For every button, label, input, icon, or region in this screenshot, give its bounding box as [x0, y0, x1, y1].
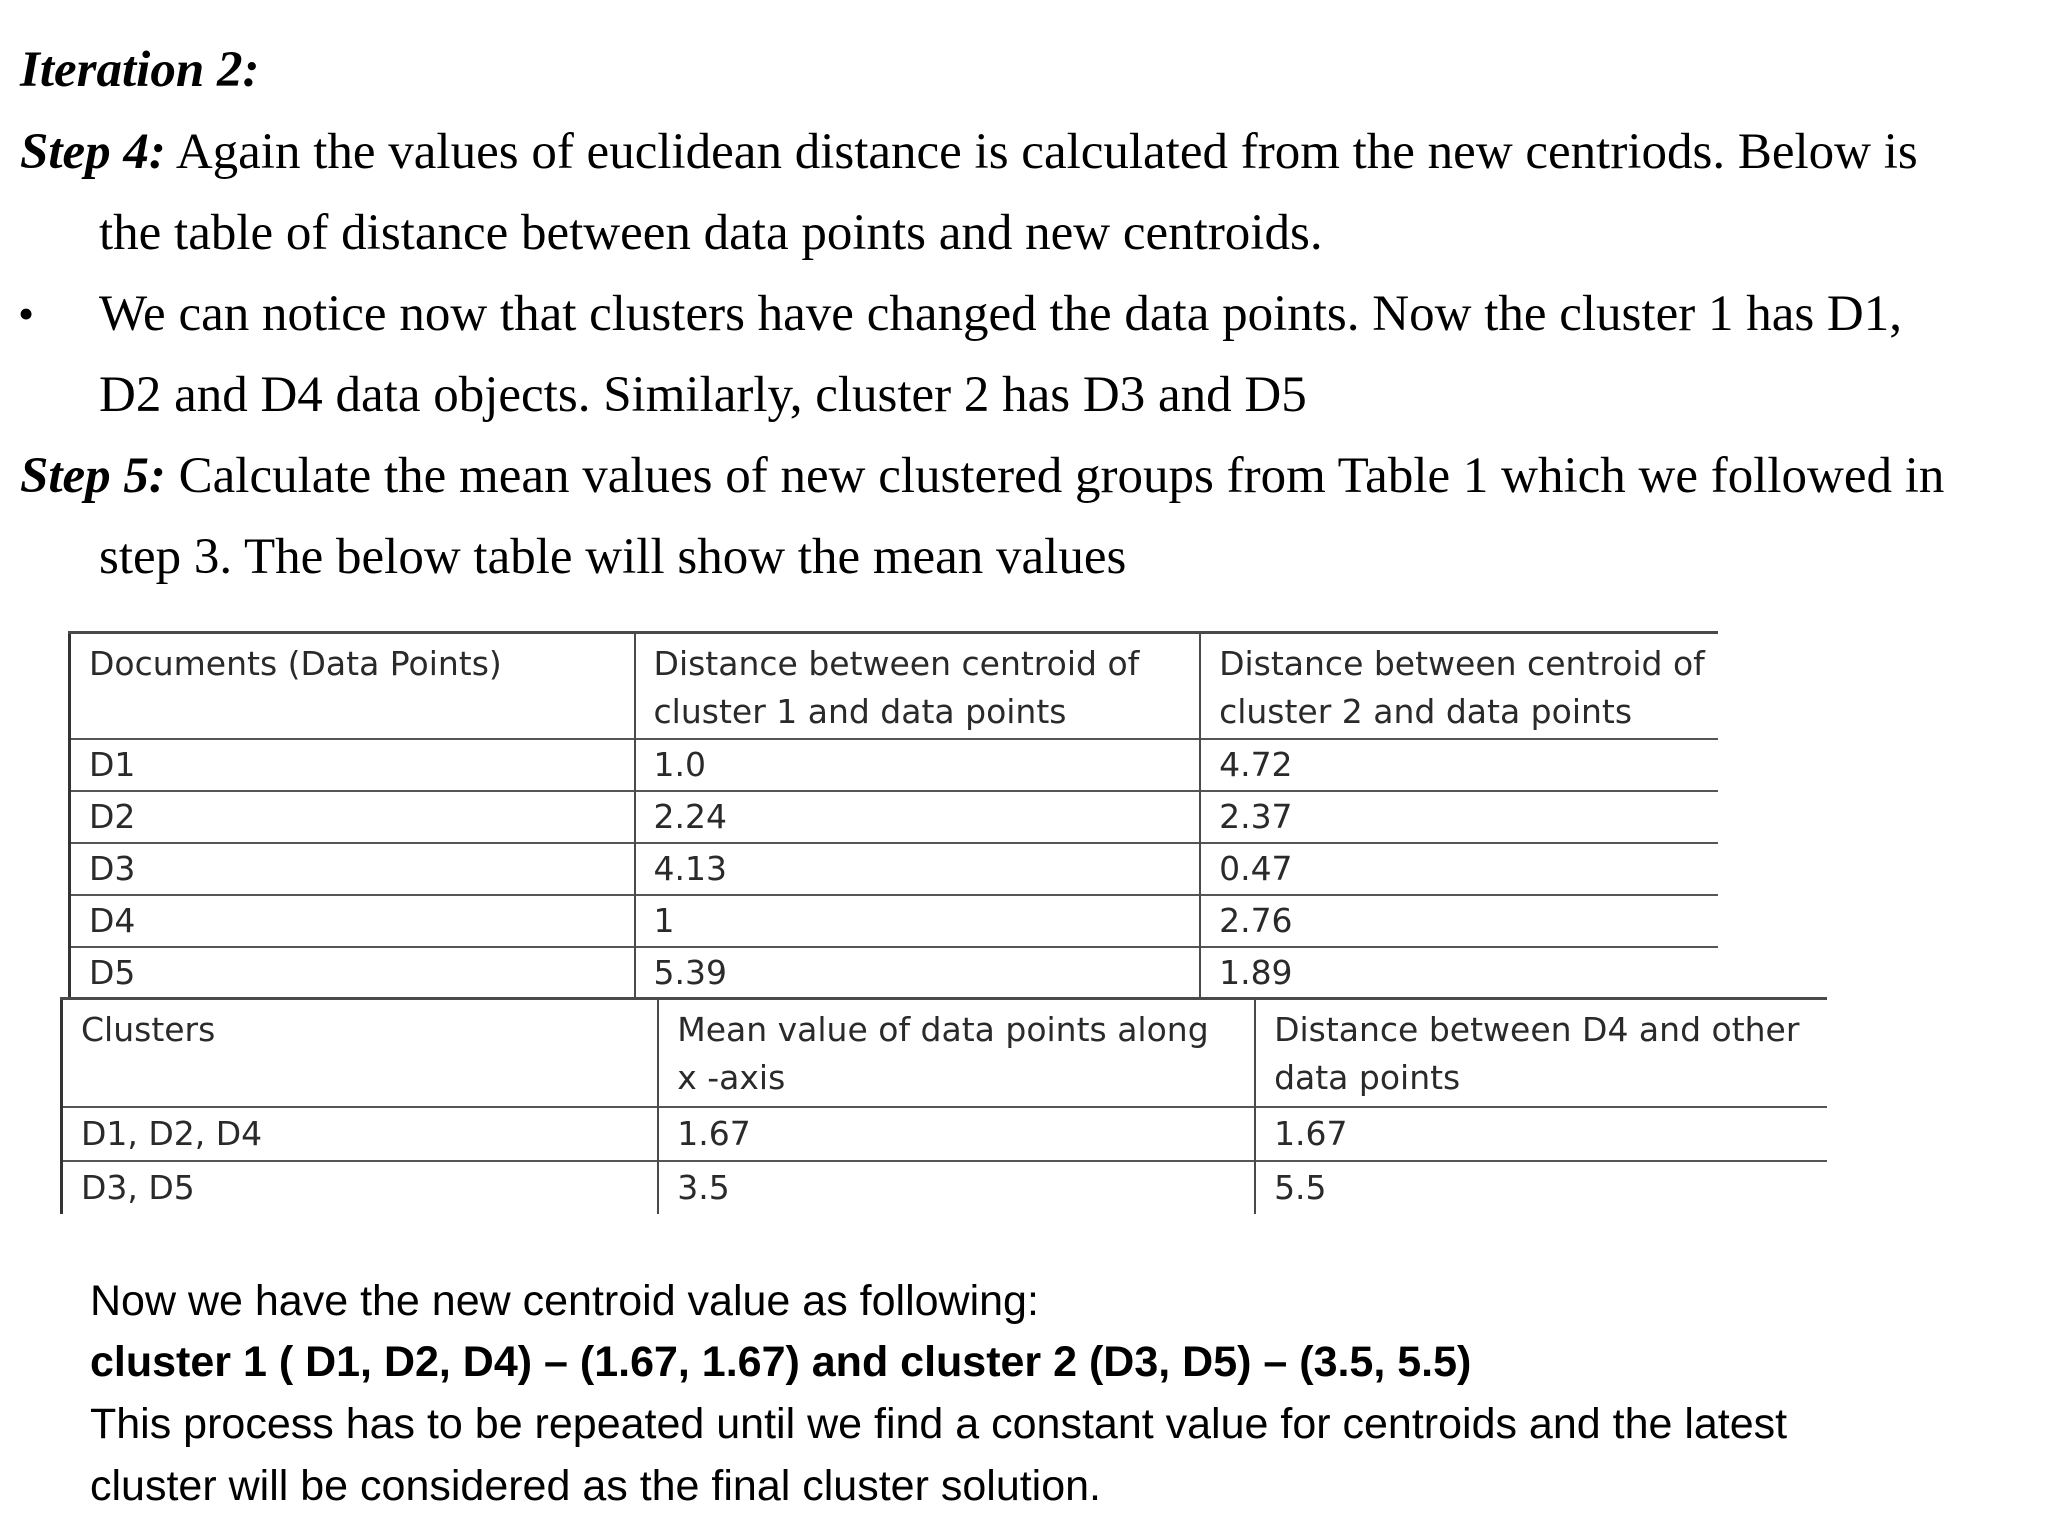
table-cell: 1.0 — [635, 739, 1201, 791]
table-header-cell — [658, 999, 1255, 1108]
conclusion-line3: This process has to be repeated until we find a constant value for centroids and the latest — [90, 1400, 1788, 1448]
mean-table-header-row — [62, 999, 1828, 1108]
table-row — [70, 791, 1719, 843]
table-cell: 3.5 — [658, 1161, 1255, 1214]
header-text: Distance between D4 and other — [1274, 1010, 1800, 1049]
header-text: Mean value of data points along — [677, 1010, 1209, 1049]
table-cell: 0.47 — [1200, 843, 1718, 895]
conclusion-line2: cluster 1 ( D1, D2, D4) – (1.67, 1.67) and cluster 2 (D3, D5) – (3.5, 5.5) — [90, 1338, 1472, 1386]
table-cell: D1 — [70, 739, 635, 791]
header-text: Clusters — [81, 1010, 216, 1049]
table-cell: D4 — [70, 895, 635, 947]
header-text: Distance between centroid of — [1219, 644, 1705, 683]
header-text: x -axis — [677, 1058, 786, 1097]
table-cell: 1.67 — [1255, 1107, 1827, 1161]
conclusion-line1: Now we have the new centroid value as following: — [90, 1277, 1039, 1325]
bullet-line1: We can notice now that clusters have changed the data points. Now the cluster 1 has D1, — [99, 286, 1903, 342]
header-text: cluster 1 and data points — [653, 692, 1067, 731]
table-cell: 4.72 — [1200, 739, 1718, 791]
step5-label: Step 5: — [20, 448, 166, 504]
step4-label: Step 4: — [20, 124, 166, 180]
table-cell: 4.13 — [635, 843, 1201, 895]
conclusion-line4: cluster will be considered as the final cluster solution. — [90, 1462, 1102, 1510]
table-header-cell — [62, 999, 659, 1108]
table-row — [70, 895, 1719, 947]
header-text: Documents (Data Points) — [89, 644, 502, 683]
table-cell: D2 — [70, 791, 635, 843]
step4-text-1: Again the values of euclidean distance is calculated from the new centriods. Below is — [165, 124, 1918, 180]
table-header-cell — [635, 633, 1201, 740]
bullet-line2: D2 and D4 data objects. Similarly, cluster 2 has D3 and D5 — [99, 367, 1307, 423]
table-cell: D3 — [70, 843, 635, 895]
table-cell: 1.67 — [658, 1107, 1255, 1161]
step5-line2: step 3. The below table will show the mean values — [99, 529, 1127, 585]
header-text: data points — [1274, 1058, 1461, 1097]
table-header-cell — [70, 633, 635, 740]
step5-text-1: Calculate the mean values of new clustered groups from Table 1 which we followed in — [165, 448, 1945, 504]
table-row — [62, 1107, 1828, 1161]
distance-table-header-row — [70, 633, 1719, 740]
table-row — [70, 739, 1719, 791]
table-cell: 2.24 — [635, 791, 1201, 843]
table-row — [70, 843, 1719, 895]
table-row — [70, 947, 1719, 998]
table-header-cell — [1200, 633, 1718, 740]
distance-table — [68, 631, 1718, 998]
mean-values-table — [60, 997, 1827, 1214]
header-text: cluster 2 and data points — [1219, 692, 1633, 731]
step5-line1 — [20, 436, 1944, 516]
table-cell: D5 — [70, 947, 635, 998]
header-text: Distance between centroid of — [653, 644, 1140, 683]
table-cell: 5.39 — [635, 947, 1201, 998]
step4-line2: the table of distance between data points and new centroids. — [99, 205, 1323, 261]
table-row — [62, 1161, 1828, 1214]
table-cell: D1, D2, D4 — [62, 1107, 659, 1161]
iteration-heading: Iteration 2: — [20, 42, 260, 98]
table-cell: 1 — [635, 895, 1201, 947]
table-cell: 5.5 — [1255, 1161, 1827, 1214]
step4-line1 — [20, 112, 1918, 192]
table-cell: 2.76 — [1200, 895, 1718, 947]
table-cell: 1.89 — [1200, 947, 1718, 998]
table-cell: 2.37 — [1200, 791, 1718, 843]
bullet-marker: • — [18, 288, 35, 339]
table-cell: D3, D5 — [62, 1161, 659, 1214]
table-header-cell — [1255, 999, 1827, 1108]
